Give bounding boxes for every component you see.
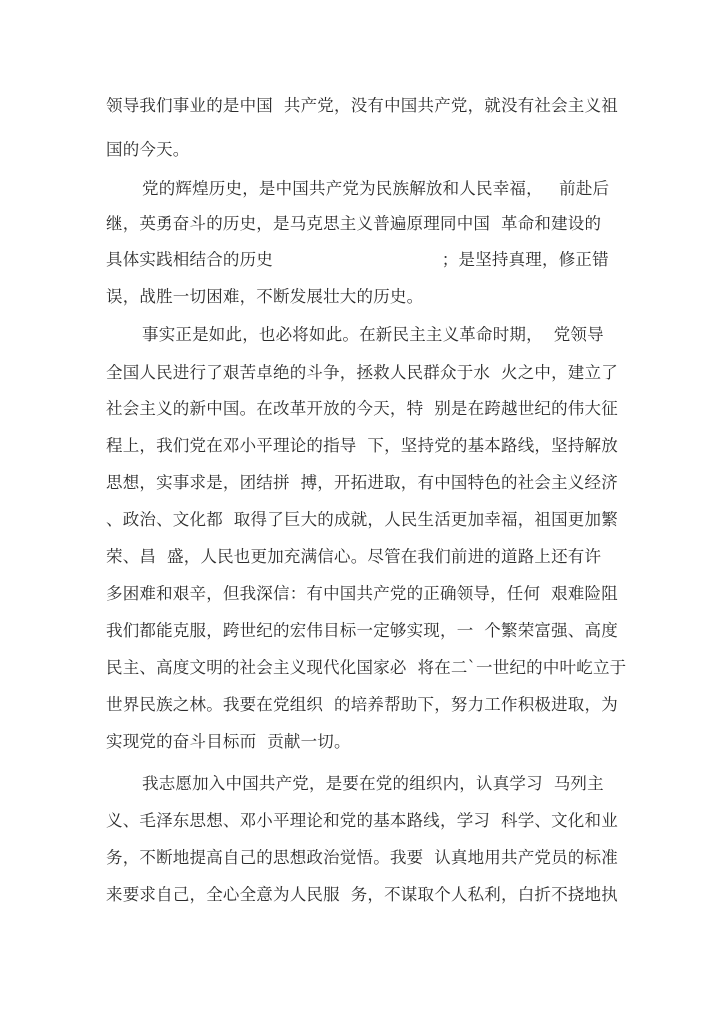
text-line: 务，不断地提高自己的思想政治觉悟。我要 认真地用共产党员的标准	[106, 848, 618, 867]
text-line: 误，战胜一切困难，不断发展壮大的历史。	[106, 287, 424, 306]
text-line: 、政治、文化都 取得了巨大的成就，人民生活更加幸福，祖国更加繁	[106, 510, 618, 529]
text-line: 义、毛泽东思想、邓小平理论和党的基本路线，学习 科学、文化和业	[106, 811, 618, 830]
text-line: 荣、昌 盛，人民也更加充满信心。尽管在我们前进的道路上还有许	[106, 547, 602, 566]
text-line: 我们都能克服，跨世纪的宏伟目标一定够实现，一 个繁荣富强、高度	[106, 621, 618, 640]
text-line: 我志愿加入中国共产党，是要在党的组织内，认真学习 马列主	[142, 774, 604, 793]
text-line: 社会主义的新中国。在改革开放的今天，特 别是在跨越世纪的伟大征	[106, 399, 618, 418]
text-line: 程上，我们党在邓小平理论的指导 下，坚持党的基本路线，坚持解放	[106, 436, 618, 455]
text-line: 世界民族之林。我要在党组织 的培养帮助下，努力工作积极进取，为	[106, 695, 618, 714]
text-line: 具体实践相结合的历史 ；是坚持真理，修正错	[106, 250, 609, 269]
text-line: 民主、高度文明的社会主义现代化国家必 将在二`一世纪的中叶屹立于	[106, 658, 627, 677]
text-line: 全国人民进行了艰苦卓绝的斗争，拯救人民群众于水 火之中，建立了	[106, 363, 618, 382]
text-line: 事实正是如此，也必将如此。在新民主主义革命时期， 党领导	[142, 325, 604, 344]
text-line: 来要求自己，全心全意为人民服 务，不谋取个人私利，白折不挠地执	[106, 885, 618, 904]
text-line: 继，英勇奋斗的历史，是马克思主义普遍原理同中国 革命和建设的	[106, 214, 602, 233]
text-line: 党的辉煌历史，是中国共产党为民族解放和人民幸福， 前赴后	[142, 179, 610, 198]
text-line: 实现党的奋斗目标而 贡献一切。	[106, 732, 351, 751]
text-line: 领导我们事业的是中国 共产党，没有中国共产党，就没有社会主义祖	[106, 96, 618, 115]
text-line: 多困难和艰辛，但我深信：有中国共产党的正确领导，任何 艰难险阻	[106, 584, 618, 603]
text-line: 思想，实事求是，团结拼 搏，开拓进取，有中国特色的社会主义经济	[106, 473, 618, 492]
text-line: 国的今天。	[106, 140, 190, 159]
